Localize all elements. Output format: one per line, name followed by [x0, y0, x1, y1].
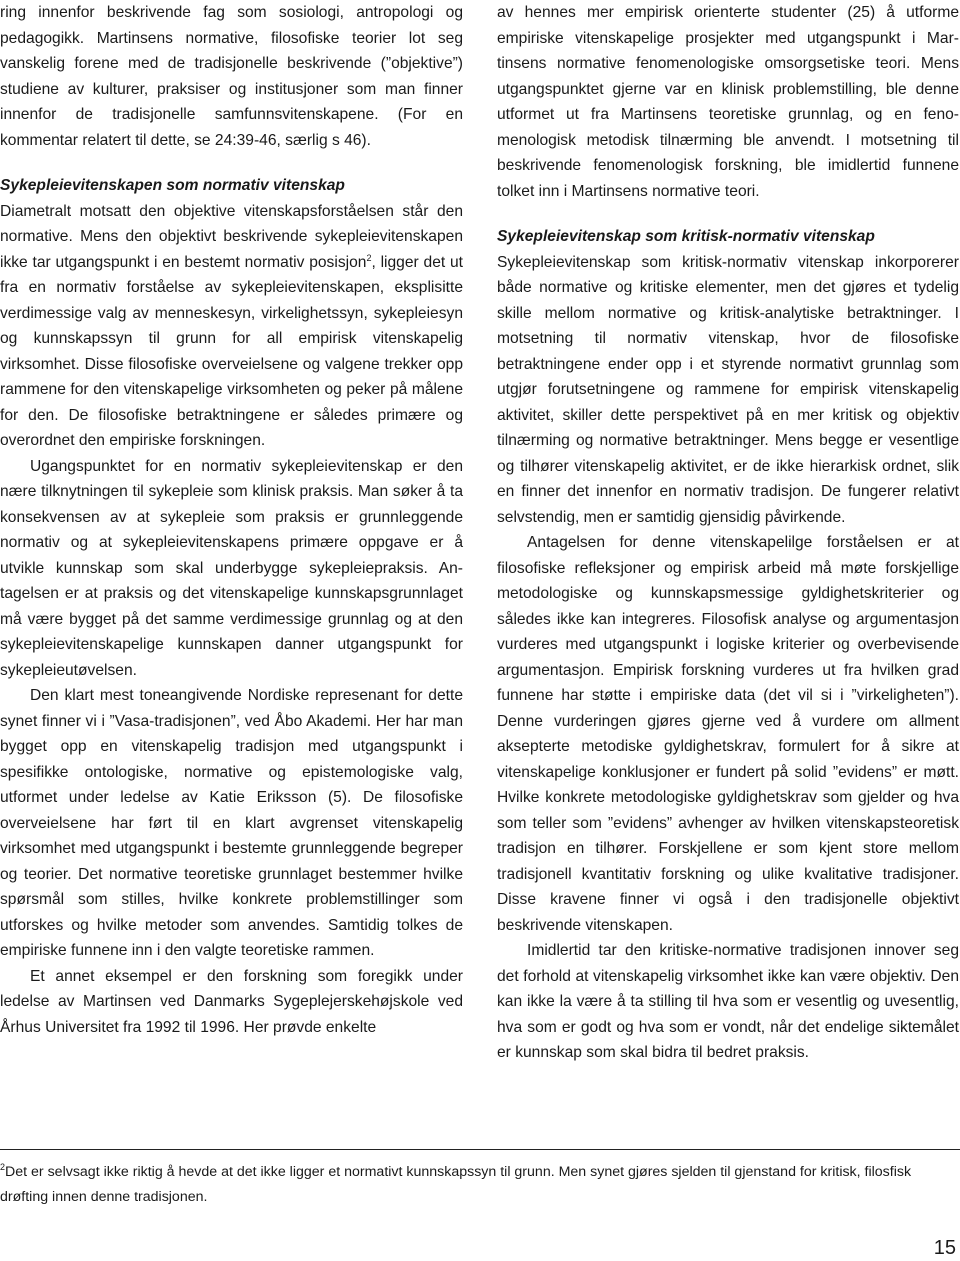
- footnote-marker: 2: [0, 1162, 6, 1172]
- paragraph-text: Diametralt motsatt den objektive vitenskapsforståelsen står den normative. Mens den objektivt beskrivende sykepleievitenskapen ikke tar utgangspunkt i en bestemt normativ posisjon: [0, 202, 463, 271]
- paragraph: av hennes mer empirisk orienterte studenter (25) å utforme empiriske vitenskapelige prosjekter med utgangspunkt i Martinsens normative fenomenologiske omsorgsetiske teori. Mens utgangspunktet gjerne var en klinisk problemstilling, ble denne utformet ut fra Martinsens teoretiske grunnlag, og en fenomenologisk metodisk tilnærming ble anvendt. I motsetning til beskrivende fenomenologisk forskning, ble imidlertid funnene tolket inn i Martinsens normative teori.: [497, 4, 959, 200]
- paragraph: Et annet eksempel er den forskning som foregikk under ledelse av Martinsen ved Danmarks Sygeplejerskehøjskole ved Århus Universitet fra 1992 til 1996. Her prøvde enkelte: [0, 967, 463, 1036]
- section-heading: Sykepleievitenskapen som normativ vitenskap: [0, 177, 345, 194]
- right-column: [497, 0, 959, 1066]
- paragraph: ring innenfor beskrivende fag som sosiologi, antropologi og pedagogikk. Martinsens normative, filosofiske teorier lot seg vanskelig forene med de tradisjonelle beskrivende (”objektive”) studiene av kulturer, praksiser og institusjoner som man finner innenfor de tradisjonelle samfunnsvitenskapene. (For en kommentar relatert til dette, se 24:39-46, særlig s 46).: [0, 4, 463, 149]
- page-number: 15: [933, 1237, 956, 1259]
- paragraph: [0, 199, 463, 454]
- paragraph: Antagelsen for denne vitenskapelilge forståelsen er at filosofiske refleksjoner og empirisk arbeid må møte forskjellige metodologiske og kunnskapsmessige gyldighetskriterier og således ikke kan integreres. Filosofisk analyse og argumentasjon vurderes med utgangspunkt i logiske kriterier og overbevisende argumentasjon. Empirisk forskning vurderes ut fra hvilken grad funnene har støtte i empiriske data (det vil si i ”virkeligheten”). Denne vurderingen gjøres gjerne ved å vurdere om allment aksepterte metodiske gyldighetskrav, formulert for å sikre at vitenskapelige konklusjoner er fundert på solid ”evidens” er møtt. Hvilke konkrete metodologiske gyldighetskrav som gjelder og hva som teller som ”evidens” avhenger av hvilken vitenskapsteoretisk tradisjon en tilhører. Forskjellene er som kjent store mellom tradisjonell kvantitativ forskning og ulike kvalitative tradisjoner. Disse kravene finner vi også i den tradisjonelle objektivt beskrivende vitenskapen.: [497, 534, 959, 934]
- footnote-text: Det er selvsagt ikke riktig å hevde at det ikke ligger et normativt kunnskapssyn til grunn. Men synet gjøres sjelden til gjenstand for kritisk, filosfisk drøfting innen denne tradisjonen.: [0, 1164, 912, 1205]
- section-heading: Sykepleievitenskap som kritisk-normativ vitenskap: [497, 228, 875, 245]
- paragraph: Den klart mest toneangivende Nordiske represenant for dette synet finner vi i ”Vasa-tradisjonen”, ved Åbo Akademi. Her har man bygget opp en vitenskapelig tradisjon med utgangspunkt i spesifikke ontologiske, normative og epistemologiske valg, utformet under ledelse av Katie Eriksson (5). De filosofiske overveielsene har ført til en klart avgrenset vitenskapelig virksomhet med utgangspunkt i bestemte grunnleggende begreper og teorier. Det normative teoretiske grunnlaget bestemmer hvilke spørsmål som stilles, hvilke konkrete problemstillinger som utforskes og hvilke metoder som anvendes. Samtidig tolkes de empiriske funnene inn i den valgte teoretiske rammen.: [0, 687, 463, 959]
- footnote: [0, 1160, 960, 1210]
- footnote-divider: [0, 1149, 960, 1150]
- left-column: [0, 0, 463, 1040]
- paragraph: Ugangspunktet for en normativ sykepleievitenskap er den nære tilknytningen til sykepleie som klinisk praksis. Man søker å ta konsekvensen av at sykepleie som praksis er grunnleggende normativ og at sykepleievitenskapens primære oppgave er å utvikle kunnskap som skal underbygge sykepleiepraksis. Antagelsen er at praksis og det vitenskapelige kunnskapsgrunnlaget må være bygget på det samme verdimessige grunnlag og at den sykepleievitenskapelige kunnskapen danner utgangspunkt for sykepleieutøvelsen.: [0, 457, 463, 679]
- paragraph: Imidlertid tar den kritiske-normative tradisjonen innover seg det forhold at vitenskapelig virksomhet ikke kan være objektiv. Den kan ikke la være å ta stilling til hva som er vesentlig og uvesentlig, hva som er godt og hva som er vondt, når det endelige siktemålet er kunnskap som skal bidra til bedret praksis.: [497, 942, 959, 1061]
- footnote-reference[interactable]: 2: [366, 252, 372, 263]
- paragraph-text: , ligger det ut fra en normativ forståelse av sykepleievitenskapen, eksplisitte verdimessige valg av menneskesyn, virkelighetssyn, sykepleiesyn og kunnskapssyn til grunn for all empirisk vitenskapelig virksomhet. Disse filosofiske overveielsene og valgene trekker opp rammene for den vitenskapelige virksomheten og peker på målene for den. De filosofiske betraktningene er således primære og overordnet den empiriske forskningen.: [0, 253, 463, 449]
- paragraph: Sykepleievitenskap som kritisk-normativ vitenskap inkorporerer både normative og kritiske elementer, men det gjøres et tydelig skille mellom normative og kritisk-analytiske betraktninger. I motsetning til normativ vitenskap, hvor de filosofiske betraktningene ender opp i et styrende normativt grunnlag som utgjør forutsetningene og rammene for empirisk vitenskapelig aktivitet, skiller dette perspektivet på en mer kritisk og objektiv tilnærming og normative betraktninger. Mens begge er vesentlige og tilhører vitenskapelig aktivitet, er de ikke hierarkisk ordnet, slik en finner det innenfor en normativ tradisjon. De fungerer relativt selvstendig, men er samtidig gjensidig påvirkende.: [497, 253, 959, 526]
